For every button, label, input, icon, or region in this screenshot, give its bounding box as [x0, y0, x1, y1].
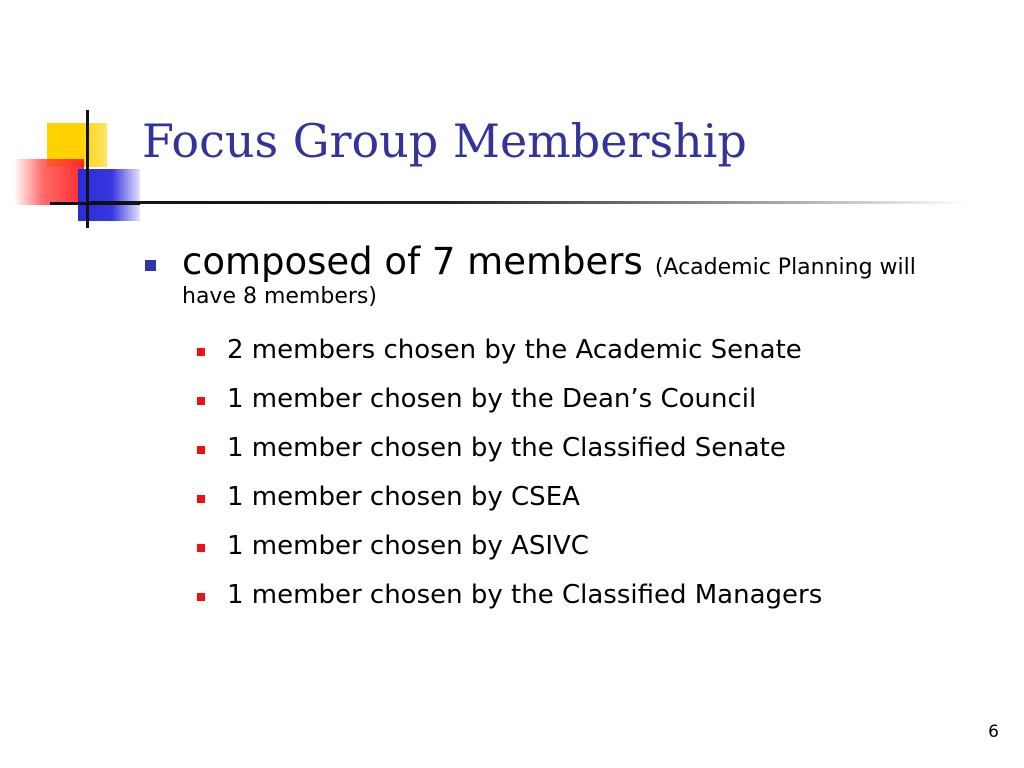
logo-vertical-line: [86, 110, 89, 228]
bullet-note-text: [648, 255, 916, 280]
sub-bullet-text: 1 member chosen by the Dean’s Council: [227, 384, 757, 414]
bullet-main-text: composed of 7 members: [182, 240, 643, 283]
sub-bullet-text: 1 member chosen by CSEA: [227, 482, 580, 512]
slide-logo-graphic: [0, 0, 160, 240]
slide-title: Focus Group Membership: [142, 114, 747, 168]
bullet-note-line1: (Academic Planning will: [654, 255, 916, 280]
red-square-bullet-icon: [197, 495, 205, 503]
sub-bullet-item: [197, 375, 1005, 424]
red-square-bullet-icon: [197, 593, 205, 601]
sub-bullet-item: [197, 326, 1005, 375]
level1-bullet-item: [145, 240, 1005, 312]
sub-bullet-item: [197, 571, 1005, 620]
sub-bullet-text: 1 member chosen by the Classified Senate: [227, 433, 786, 463]
red-square-bullet-icon: [197, 397, 205, 405]
red-square-bullet-icon: [197, 446, 205, 454]
slide-page-number: 6: [988, 722, 999, 742]
sub-bullet-text: 1 member chosen by ASIVC: [227, 531, 589, 561]
sub-bullet-text: 1 member chosen by the Classified Managers: [227, 580, 823, 610]
sub-bullet-item: [197, 522, 1005, 571]
sub-bullet-item: [197, 473, 1005, 522]
sub-bullet-text: 2 members chosen by the Academic Senate: [227, 335, 802, 365]
slide-content: [145, 240, 1005, 620]
sub-bullet-list: [145, 326, 1005, 620]
title-underline: [90, 201, 970, 204]
red-square-bullet-icon: [197, 544, 205, 552]
square-bullet-icon: [145, 260, 156, 271]
sub-bullet-item: [197, 424, 1005, 473]
logo-red-square: [14, 159, 84, 205]
bullet-note-line2: have 8 members): [182, 284, 377, 309]
red-square-bullet-icon: [197, 348, 205, 356]
